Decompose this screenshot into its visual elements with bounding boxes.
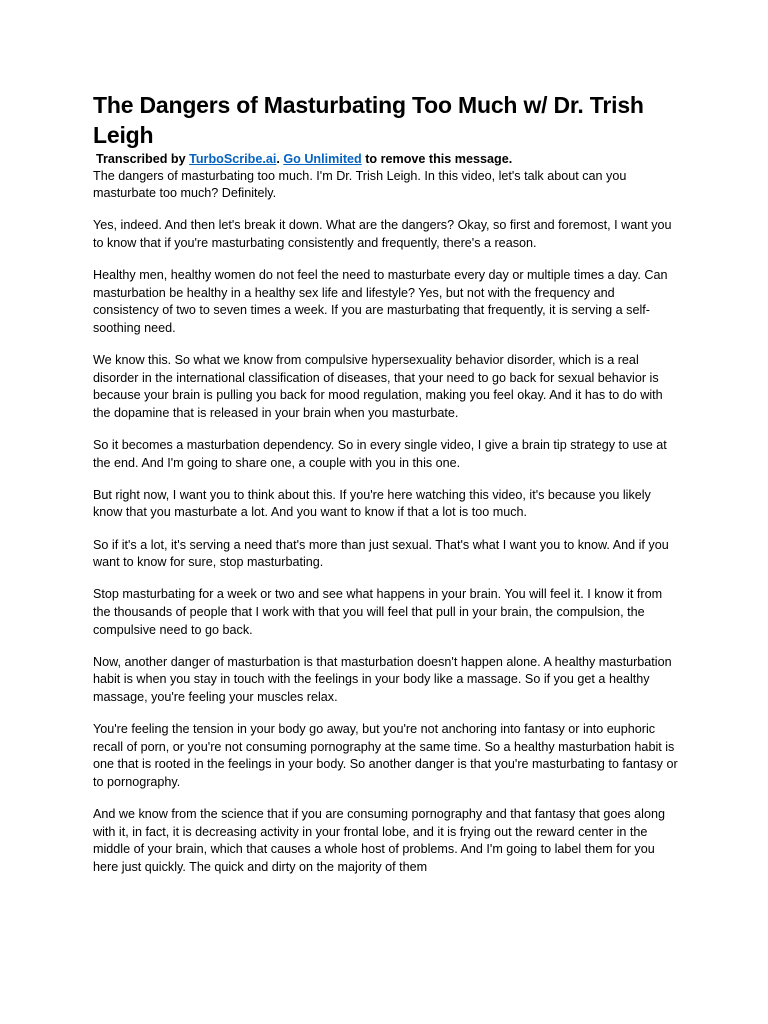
paragraph: You're feeling the tension in your body go away, but you're not anchoring into fantasy or into euphoric recall of porn, or you're not consuming pornography at the same time. So a healthy masturbation habit is one that is rooted in the feelings in your body. So another danger is that you're masturbating to fantasy or to pornography. [93,722,678,789]
document-title: The Dangers of Masturbating Too Much w/ Dr. Trish Leigh [93,92,644,148]
notice-prefix: Transcribed by [96,152,190,166]
paragraph: The dangers of masturbating too much. I'm Dr. Trish Leigh. In this video, let's talk about can you masturbate too much? Definitely. [93,168,627,201]
turboscribe-link[interactable]: TurboScribe.ai [189,152,277,166]
paragraph: Yes, indeed. And then let's break it down. What are the dangers? Okay, so first and foremost, I want you to know that if you're masturbating consistently and frequently, there's a reason. [93,218,672,250]
paragraph: So if it's a lot, it's serving a need that's more than just sexual. That's what I want you to know. And if you want to know for sure, stop masturbating. [93,537,669,570]
paragraph: So it becomes a masturbation dependency. So in every single video, I give a brain tip strategy to use at the end. And I'm going to share one, a couple with you in this one. [93,438,667,470]
go-unlimited-link[interactable]: Go Unlimited [283,152,362,166]
notice-separator: . [276,152,284,166]
document-page [93,90,683,891]
paragraph: And we know from the science that if you are consuming pornography and that fantasy that goes along with it, in fact, it is decreasing activity in your frontal lobe, and it is frying out the reward center in the middle of your brain, which that causes a whole host of problems. And I'm going to label them for you here just quickly. The quick and dirty on the majority of them [93,807,665,874]
paragraph: But right now, I want you to think about this. If you're here watching this video, it's because you likely know that you masturbate a lot. And you want to know if that a lot is too much. [93,487,651,520]
paragraph: We know this. So what we know from compulsive hypersexuality behavior disorder, which is a real disorder in the international classification of diseases, that your need to go back for sexual behavior is because your brain is pulling you back for mood regulation, making you feel okay. And it has to do with the dopamine that is released in your brain when you masturbate. [93,353,663,420]
notice-suffix: to remove this message. [361,152,513,166]
paragraph: Now, another danger of masturbation is that masturbation doesn't happen alone. A healthy masturbation habit is when you stay in touch with the feelings in your body like a massage. So if you get a healthy massage, you're feeling your muscles relax. [93,654,672,704]
paragraph: Stop masturbating for a week or two and see what happens in your brain. You will feel it. I know it from the thousands of people that I work with that you will feel that pull in your brain, the compulsion, the compulsive need to go back. [93,587,663,637]
paragraph: Healthy men, healthy women do not feel the need to masturbate every day or multiple times a day. Can masturbation be healthy in a healthy sex life and lifestyle? Yes, but not with the frequency and consistency of two to seven times a week. If you are masturbating that frequently, it is serving a self-soothing need. [93,268,668,335]
transcription-notice [96,150,683,168]
